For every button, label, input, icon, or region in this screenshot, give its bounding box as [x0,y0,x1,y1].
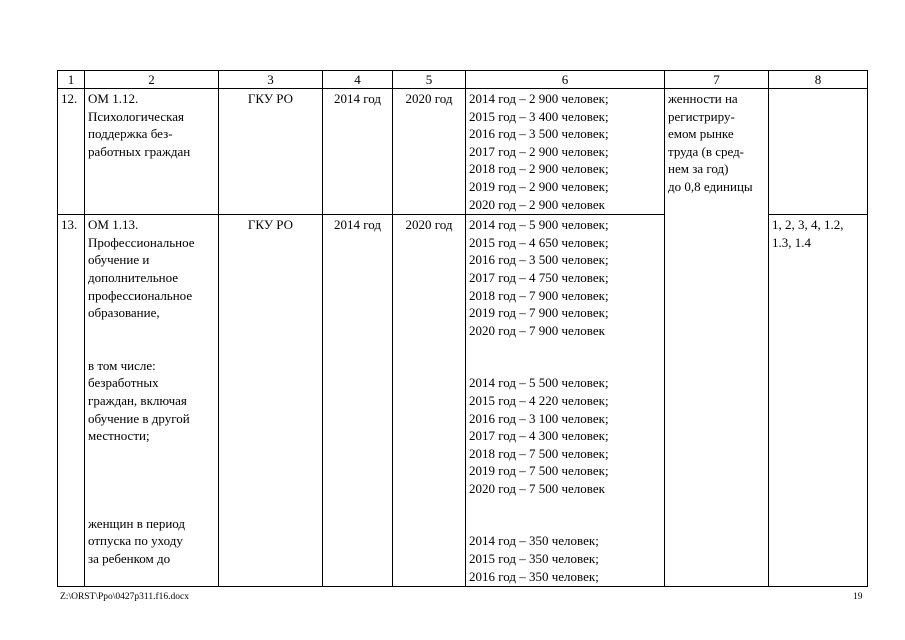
end-year-cell: 2020 год [393,89,466,215]
header-cell-7: 7 [665,71,769,89]
measure-line: женщин в период [88,515,186,531]
result-line: нем за год) [668,161,729,177]
indicator-line: 2020 год – 2 900 человек [469,196,605,212]
indicator-line: 2017 год – 4 300 человек; [469,428,609,444]
link-cell [769,89,868,215]
link-line: 1.3, 1.4 [772,234,811,250]
measure-line: обучение в другой [88,410,190,426]
header-cell-8: 8 [769,71,868,89]
measure-line: Психологическая [88,108,184,124]
executor-cell: ГКУ РО [219,89,323,215]
indicator-line: 2014 год – 5 500 человек; [469,375,609,391]
spacer [88,445,215,480]
spacer [88,480,215,515]
header-cell-2: 2 [85,71,219,89]
measure-line: ОМ 1.12. [88,91,139,106]
footer-page-number: 19 [853,592,863,602]
indicator-line: 2016 год – 350 человек; [469,568,599,584]
indicator-line: 2017 год – 2 900 человек; [469,143,609,159]
measure-line: дополнительное [88,269,179,285]
indicator-line: 2015 год – 4 650 человек; [469,234,609,250]
header-cell-6: 6 [466,71,665,89]
indicator-line: 2018 год – 7 900 человек; [469,287,609,303]
header-cell-5: 5 [393,71,466,89]
indicator-line: 2014 год – 2 900 человек; [469,91,609,106]
footer-file-path: Z:\ORST\Ppo\0427p311.f16.docx [60,592,189,602]
table-row-12 [58,89,868,215]
indicator-line: 2019 год – 7 900 человек; [469,305,609,321]
indicator-line: 2015 год – 4 220 человек; [469,392,609,408]
indicator-line: 2014 год – 350 человек; [469,533,599,549]
indicators-cell [466,89,665,215]
program-table [57,70,868,587]
indicator-line: 2020 год – 7 500 человек [469,480,605,496]
header-row [58,71,868,89]
measure-line: за ребенком до [88,550,171,566]
executor-cell: ГКУ РО [219,215,323,587]
indicator-line: 2018 год – 2 900 человек; [469,161,609,177]
header-cell-1: 1 [58,71,85,89]
measure-line: образование, [88,305,160,321]
indicator-line: 2016 год – 3 500 человек; [469,126,609,142]
indicator-line: 2018 год – 7 500 человек; [469,445,609,461]
start-year-cell: 2014 год [323,215,393,587]
measure-line: работных граждан [88,143,191,159]
indicators-cell [466,215,665,587]
header-cell-4: 4 [323,71,393,89]
indicator-line: 2019 год – 7 500 человек; [469,463,609,479]
measure-line: отпуска по уходу [88,533,183,549]
indicator-line: 2015 год – 3 400 человек; [469,108,609,124]
spacer [469,339,661,374]
measure-cell [85,89,219,215]
start-year-cell: 2014 год [323,89,393,215]
measure-line: местности; [88,428,150,444]
header-cell-3: 3 [219,71,323,89]
link-cell [769,215,868,587]
spacer [88,322,215,357]
indicator-line: 2014 год – 5 900 человек; [469,217,609,233]
row-number: 13. [58,215,85,587]
measure-line: профессиональное [88,287,193,303]
result-line: емом рынке [668,126,734,142]
measure-line: безработных [88,375,159,391]
indicator-line: 2019 год – 2 900 человек; [469,178,609,194]
result-line: женности на [668,91,738,106]
measure-line: обучение и [88,252,150,268]
measure-line: граждан, включая [88,392,187,408]
result-cell [665,89,769,587]
measure-line: поддержка без- [88,126,173,142]
measure-line: Профессиональное [88,234,195,250]
link-line: 1, 2, 3, 4, 1.2, [772,217,844,233]
spacer [469,497,661,532]
indicator-line: 2017 год – 4 750 человек; [469,269,609,285]
result-line: регистриру- [668,108,735,124]
measure-line: в том числе: [88,357,156,373]
result-line: до 0,8 единицы [668,178,753,194]
row-number: 12. [58,89,85,215]
end-year-cell: 2020 год [393,215,466,587]
measure-cell [85,215,219,587]
result-line: труда (в сред- [668,143,745,159]
indicator-line: 2015 год – 350 человек; [469,551,599,567]
indicator-line: 2016 год – 3 500 человек; [469,252,609,268]
measure-line: ОМ 1.13. [88,217,139,233]
indicator-line: 2020 год – 7 900 человек [469,322,605,338]
indicator-line: 2016 год – 3 100 человек; [469,410,609,426]
